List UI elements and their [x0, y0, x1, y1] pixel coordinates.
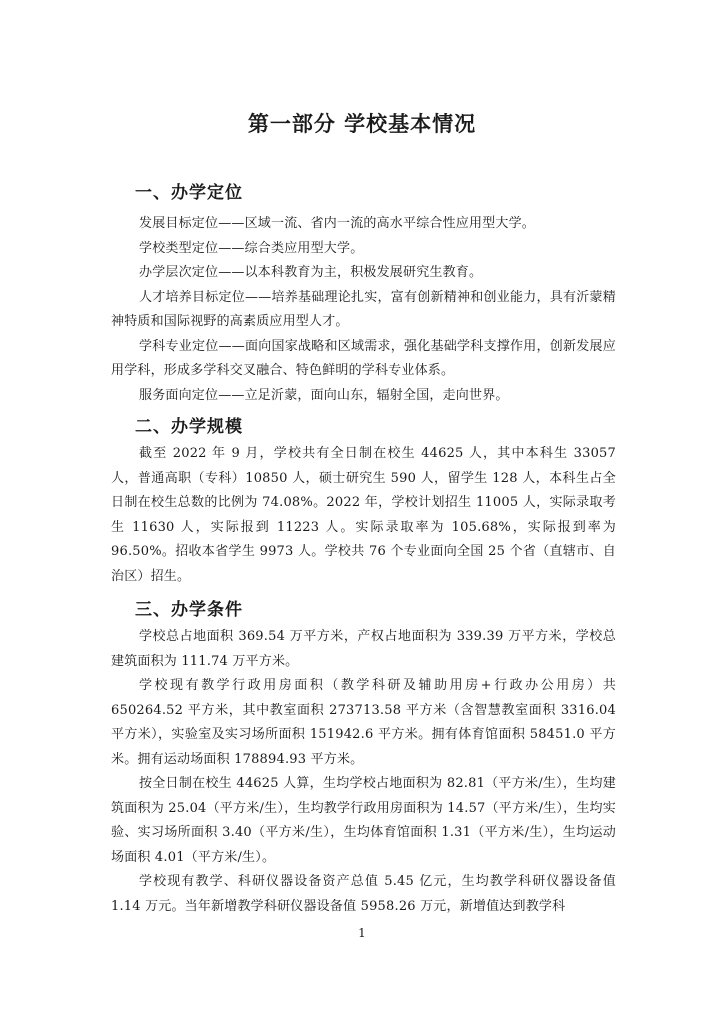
page-title: 第一部分 学校基本情况: [247, 112, 477, 136]
paragraph: 学校现有教学行政用房面积（教学科研及辅助用房+行政办公用房）共 650264.52 平方米，其中教室面积 273713.58 平方米（含智慧教室面积 3316.04 平方米），实验室及实习场所面积 151942.6 平方米。拥有体育馆面积 58451.0 平方米。拥有运动场面积 178894.93 平方米。: [111, 678, 616, 767]
section-heading-scale: 二、办学规模: [135, 417, 243, 437]
paragraph: 服务面向定位——立足沂蒙，面向山东，辐射全国，走向世界。: [139, 387, 509, 403]
paragraph: 人才培养目标定位——培养基础理论扎实，富有创新精神和创业能力，具有沂蒙精神特质和国际视野的高素质应用型人才。: [111, 289, 616, 329]
paragraph: 学校总占地面积 369.54 万平方米，产权占地面积为 339.39 万平方米，学校总建筑面积为 111.74 万平方米。: [111, 629, 616, 669]
paragraph: 发展目标定位——区域一流、省内一流的高水平综合性应用型大学。: [139, 216, 536, 231]
paragraph: 学校现有教学、科研仪器设备资产总值 5.45 亿元，生均教学科研仪器设备值 1.14 万元。当年新增教学科研仪器设备值 5958.26 万元，新增值达到教学科: [111, 874, 616, 914]
section-heading-conditions: 三、办学条件: [135, 600, 243, 620]
section-heading-positioning: 一、办学定位: [135, 183, 243, 203]
paragraph: 学科专业定位——面向国家战略和区域需求，强化基础学科支撑作用，创新发展应用学科，形成多学科交叉融合、特色鲜明的学科专业体系。: [111, 338, 616, 378]
paragraph: 截至 2022 年 9 月，学校共有全日制在校生 44625 人，其中本科生 33057 人，普通高职（专科）10850 人，硕士研究生 590 人，留学生 128 人，本科生占全日制在校生总数的比例为 74.08%。2022 年，学校计划招生 11005 人，实际录取考生 11630 人，实际报到 11223 人。实际录取率为 105.68%，实际报到率为 96.50%。招收本省学生 9973 人。学校共 76 个专业面向全国 25 个省（直辖市、自治区）招生。: [111, 446, 616, 584]
paragraph: 按全日制在校生 44625 人算，生均学校占地面积为 82.81（平方米/生），生均建筑面积为 25.04（平方米/生），生均教学行政用房面积为 14.57（平方米/生），生均实验、实习场所面积 3.40（平方米/生），生均体育馆面积 1.31（平方米/生），生均运动场面积 4.01（平方米/生）。: [111, 776, 616, 865]
paragraph: 办学层次定位——以本科教育为主，积极发展研究生教育。: [139, 265, 483, 280]
paragraph: 学校类型定位——综合类应用型大学。: [139, 240, 364, 256]
page-number: 1: [358, 926, 366, 940]
document-body: [111, 178, 616, 919]
